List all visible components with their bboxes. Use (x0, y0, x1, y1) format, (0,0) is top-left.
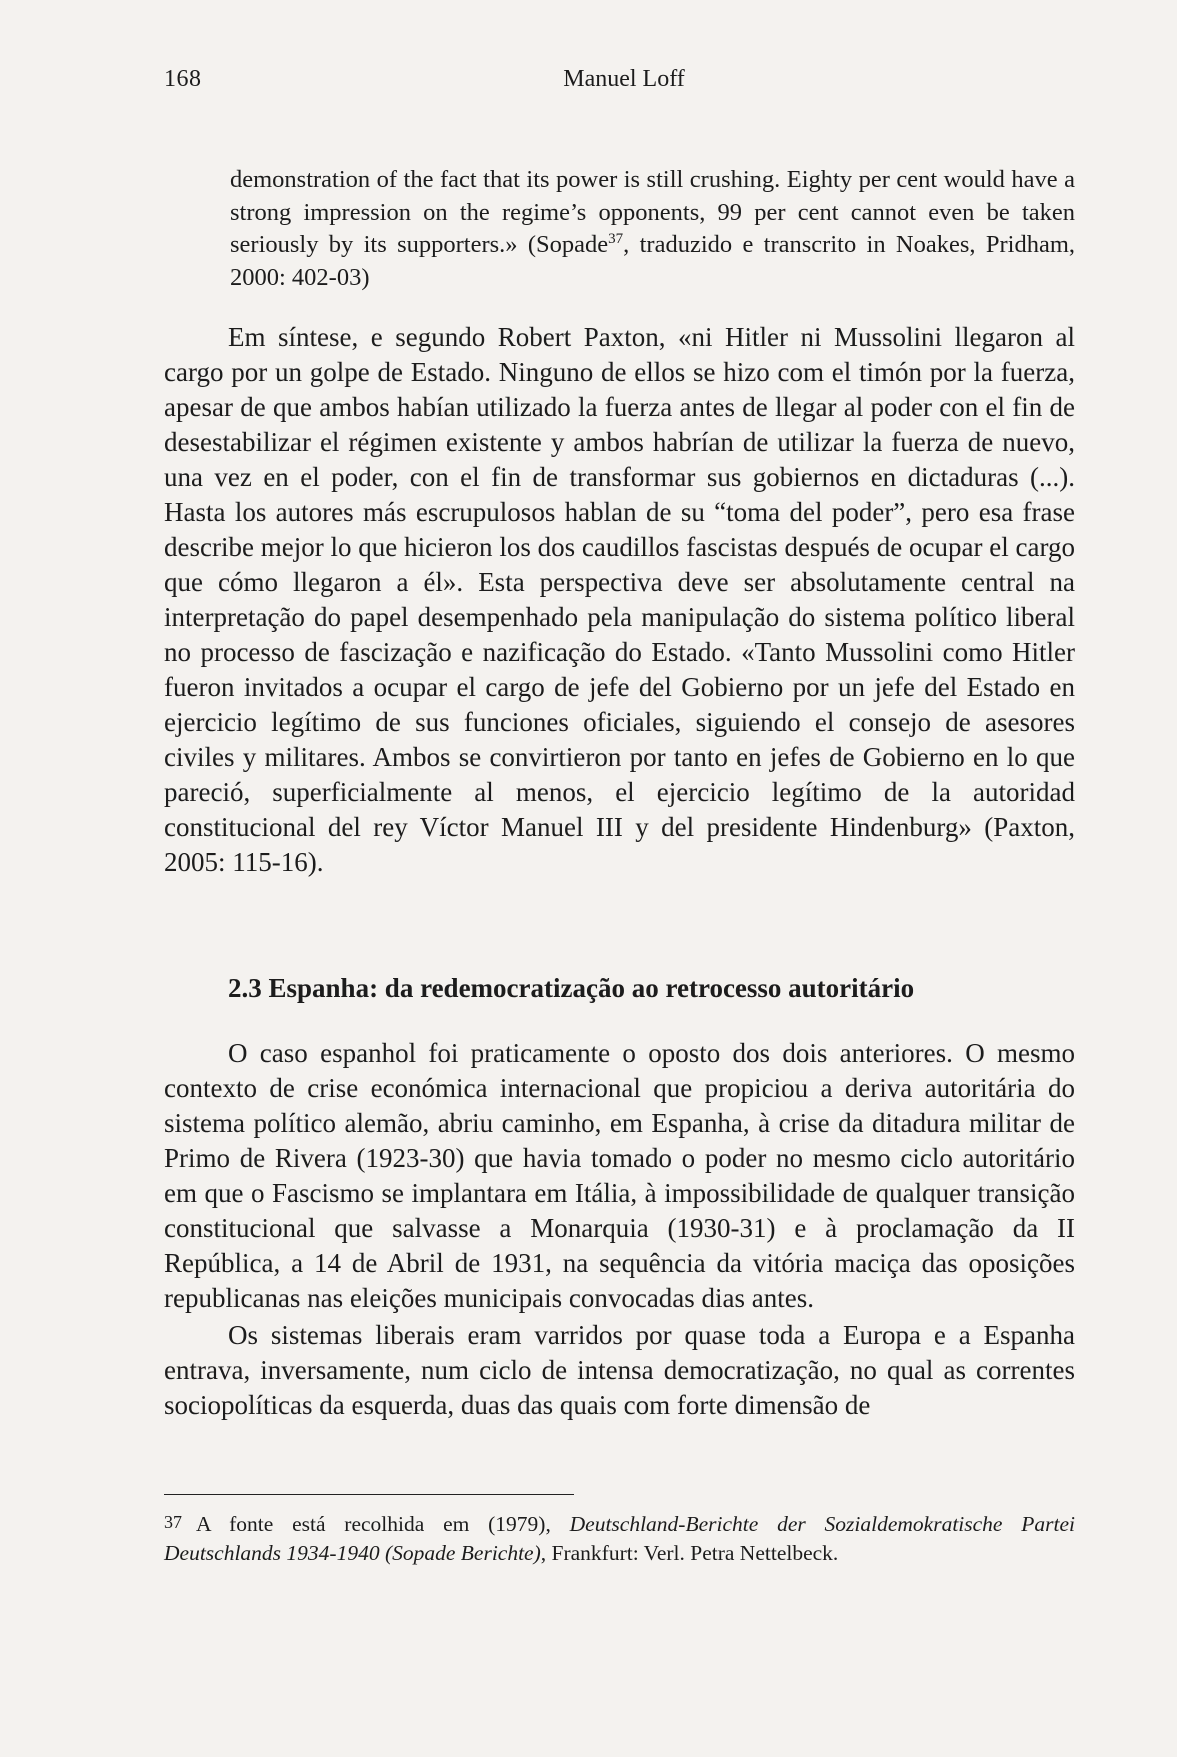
footnote-number: 37 (164, 1512, 182, 1532)
footnote-publisher: , Frankfurt: Verl. Petra Nettelbeck. (540, 1541, 839, 1565)
running-head-author: Manuel Loff (563, 66, 685, 92)
paragraph: Em síntese, e segundo Robert Paxton, «ni Hitler ni Mussolini llegaron al cargo por un golpe de Estado. Ninguno de ellos se hizo com el timón por la fuerza, apesar de que ambos habían utilizado la fuerza antes de llegar al poder con el fin de desestabilizar el régimen existente y ambos habrían de utilizar la fuerza de nuevo, una vez en el poder, con el fin de transformar sus gobiernos en dictaduras (...). Hasta los autores más escrupulosos hablan de su “toma del poder”, pero esa frase describe mejor lo que hicieron los dos caudillos fascistas después de ocupar el cargo que cómo llegaron a él». Esta perspectiva deve ser absolutamente central na interpretação do papel desempenhado pela manipulação do sistema político liberal no processo de fascização e nazificação do Estado. «Tanto Mussolini como Hitler fueron invitados a ocupar el cargo de jefe del Gobierno por un jefe del Estado en ejercicio legítimo de sus funciones oficiales, siguiendo el consejo de asesores civiles y militares. Ambos se convirtieron por tanto en jefes de Gobierno en lo que pareció, superficialmente al menos, el ejercicio legítimo de la autoridad constitucional del rey Víctor Manuel III y del presidente Hindenburg» (Paxton, 2005: 115-16). (164, 322, 1075, 877)
page-number: 168 (164, 66, 202, 92)
quote-citation: , traduzido e transcrito in Noakes, Pridham, 2000: 402-03) (230, 231, 1075, 291)
footnote (164, 1508, 1075, 1568)
section-heading: 2.3 Espanha: da redemocratização ao retrocesso autoritário (228, 973, 915, 1003)
footnote-reference: 37 (608, 230, 624, 247)
section-body (164, 1036, 1075, 1423)
footnote-source-title: Deutschland-Berichte der Sozialdemokratische Partei Deutschlands 1934-1940 (Sopade Berichte) (164, 1512, 1075, 1565)
page-header (164, 66, 1084, 100)
footnote-separator (164, 1494, 574, 1495)
paragraph: O caso espanhol foi praticamente o oposto dos dois anteriores. O mesmo contexto de crise económica internacional que propiciou a deriva autoritária do sistema político alemão, abriu caminho, em Espanha, à crise da ditadura militar de Primo de Rivera (1923-30) que havia tomado o poder no mesmo ciclo autoritário em que o Fascismo se implantara em Itália, à impossibilidade de qualquer transição constitucional que salvasse a Monarquia (1930-31) e à proclamação da II República, a 14 de Abril de 1931, na sequência da vitória maciça das oposições republicanas nas eleições municipais convocadas dias antes. (164, 1038, 1075, 1313)
body-text (164, 320, 1075, 880)
quote-text: demonstration of the fact that its power is still crushing. Eighty per cent would have a strong impression on the regime’s opponents, 99 per cent cannot even be taken seriously by its supporters.» (Sopade (230, 166, 1075, 258)
block-quote (230, 164, 1075, 294)
paragraph: Os sistemas liberais eram varridos por quase toda a Europa e a Espanha entrava, inversamente, num ciclo de intensa democratização, no qual as correntes sociopolíticas da esquerda, duas das quais com forte dimensão de (164, 1320, 1075, 1420)
footnote-text: A fonte está recolhida em (1979), (196, 1512, 570, 1536)
